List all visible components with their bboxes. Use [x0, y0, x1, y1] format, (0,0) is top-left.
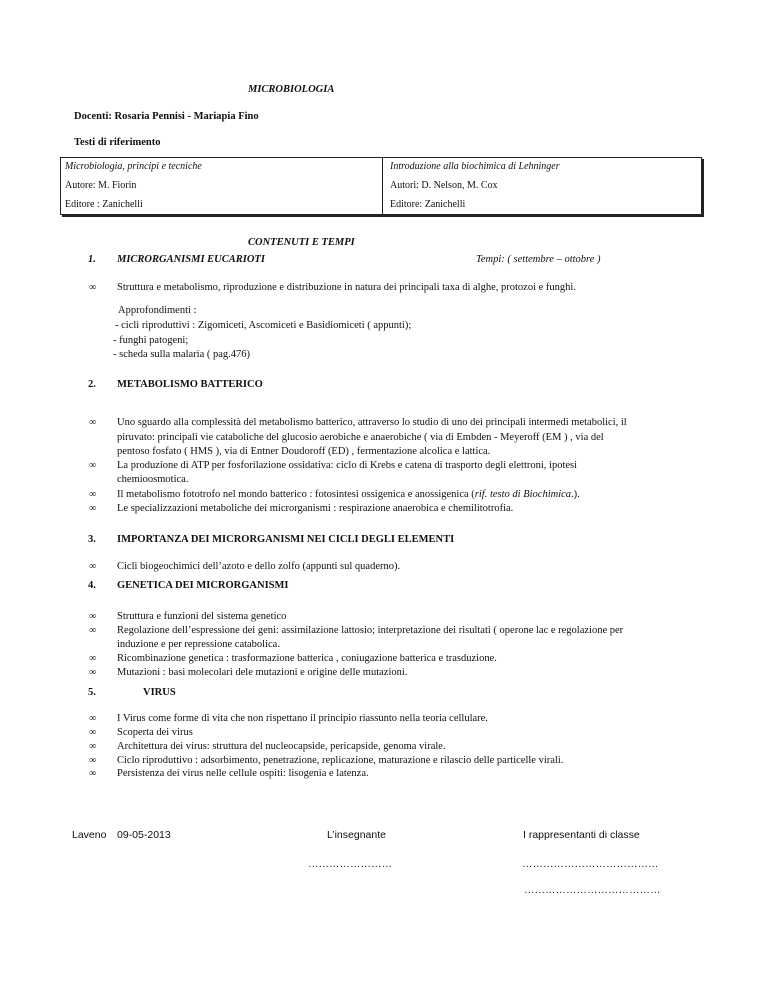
bullet-icon: ∞ [89, 460, 97, 471]
section-4-title: GENETICA DEI MICRORGANISMI [117, 580, 289, 591]
representative-signature-line-1: ………………………………… [522, 858, 659, 870]
section-1-title: MICRORGANISMI EUCARIOTI [117, 254, 265, 265]
footer-date: 09-05-2013 [117, 829, 171, 841]
section-2-number: 2. [88, 379, 96, 390]
teacher-signature-line: …………………… [308, 858, 392, 870]
section-2-line-4: La produzione di ATP per fosforilazione ossidativa: ciclo di Krebs e catena di trasporto degli elettroni, ipotesi [117, 460, 578, 471]
section-2-line-1: Uno sguardo alla complessità del metabolismo batterico, attraverso lo studio di uno dei principali intermedi metabolici, il [117, 417, 627, 428]
section-5-line-4: Ciclo riproduttivo : adsorbimento, penetrazione, replicazione, maturazione e rilascio delle particelle virali. [117, 755, 564, 766]
section-2-line-6-end: .). [571, 489, 580, 500]
section-4-line-2: Regolazione dell’espressione dei geni: assimilazione lattosio; interpretazione dei risultati ( operone lac e regolazione per [117, 625, 624, 636]
bullet-icon: ∞ [89, 489, 97, 500]
bullet-icon: ∞ [89, 561, 97, 572]
document-title: MICROBIOLOGIA [248, 84, 335, 95]
bullet-icon: ∞ [89, 667, 97, 678]
bullet-icon: ∞ [89, 741, 97, 752]
approfondimenti-1: Approfondimenti : [118, 305, 197, 316]
representatives-label: I rappresentanti di classe [523, 829, 640, 841]
section-2-line-2: piruvato: principali vie cataboliche del glucosio aerobiche e anaerobiche ( via di Embden - Meyeroff (EM ) , via del [117, 432, 604, 443]
bullet-icon: ∞ [89, 755, 97, 766]
section-2-line-3: pentoso fosfato ( HMS ), via di Entner Doudoroff (ED) , fermentazione alcolica e lattica. [117, 446, 491, 457]
bullet-icon: ∞ [89, 653, 97, 664]
section-3-number: 3. [88, 534, 96, 545]
section-5-line-5: Persistenza dei virus nelle cellule ospiti: lisogenia e latenza. [117, 768, 369, 779]
section-5-line-3: Architettura dei virus: struttura del nucleocapside, pericapside, genoma virale. [117, 741, 446, 752]
bullet-icon: ∞ [89, 727, 97, 738]
teachers-line: Docenti: Rosaria Pennisi - Mariapia Fino [74, 111, 259, 122]
section-5-line-1: I Virus come forme di vita che non rispettano il principio riassunto nella teoria cellulare. [117, 713, 488, 724]
section-4-line-5: Mutazioni : basi molecolari dele mutazioni e origine delle mutazioni. [117, 667, 408, 678]
bullet-icon: ∞ [89, 713, 97, 724]
section-2-line-5: chemioosmotica. [117, 474, 189, 485]
ref2-publisher: Editore: Zanichelli [390, 199, 466, 210]
section-1-bullet-1: Struttura e metabolismo, riproduzione e distribuzione in natura dei principali taxa di alghe, protozoi e funghi. [117, 282, 576, 293]
ref2-author: Autori: D. Nelson, M. Cox [390, 180, 498, 191]
footer-place: Laveno [72, 829, 107, 841]
section-2-line-6 [117, 489, 580, 500]
ref2-title: Introduzione alla biochimica di Lehninger [390, 161, 560, 172]
section-2-title: METABOLISMO BATTERICO [117, 379, 263, 390]
ref1-author: Autore: M. Fiorin [65, 180, 137, 191]
representative-signature-line-2: ………………………………… [524, 884, 661, 896]
bullet-icon: ∞ [89, 768, 97, 779]
teacher-label: L’insegnante [327, 829, 386, 841]
section-5-number: 5. [88, 687, 96, 698]
section-4-line-3: induzione e per repressione catabolica. [117, 639, 280, 650]
references-label: Testi di riferimento [74, 137, 161, 148]
section-2-line-7: Le specializzazioni metaboliche dei microrganismi : respirazione anaerobica e chemilitotrofia. [117, 503, 514, 514]
approfondimenti-2: - cicli riproduttivi : Zigomiceti, Ascomiceti e Basidiomiceti ( appunti); [115, 320, 412, 331]
approfondimenti-4: - scheda sulla malaria ( pag.476) [113, 349, 251, 360]
section-3-title: IMPORTANZA DEI MICRORGANISMI NEI CICLI DEGLI ELEMENTI [117, 534, 455, 545]
bullet-icon: ∞ [89, 611, 97, 622]
table-divider [382, 158, 383, 214]
bullet-icon: ∞ [89, 625, 97, 636]
references-table [60, 157, 702, 215]
section-5-line-2: Scoperta dei virus [117, 727, 193, 738]
section-3-bullet-1: Cicli biogeochimici dell’azoto e dello zolfo (appunti sul quaderno). [117, 561, 401, 572]
section-4-number: 4. [88, 580, 96, 591]
approfondimenti-3: - funghi patogeni; [113, 335, 189, 346]
contents-title: CONTENUTI E TEMPI [248, 237, 355, 248]
bullet-icon: ∞ [89, 282, 97, 293]
section-1-number: 1. [88, 254, 96, 265]
bullet-icon: ∞ [89, 417, 97, 428]
section-5-title: VIRUS [143, 687, 176, 698]
section-4-line-4: Ricombinazione genetica : trasformazione batterica , coniugazione batterica e trasduzione. [117, 653, 497, 664]
section-2-ref-biochimica: rif. testo di Biochimica [474, 489, 572, 500]
ref1-title: Microbiologia, principi e tecniche [65, 161, 202, 172]
section-2-line-6-text: Il metabolismo fototrofo nel mondo batterico : fotosintesi ossigenica e anossigenica ( [117, 489, 475, 500]
section-1-tempi: Tempi: ( settembre – ottobre ) [476, 254, 601, 265]
ref1-publisher: Editore : Zanichelli [65, 199, 143, 210]
section-4-line-1: Struttura e funzioni del sistema genetico [117, 611, 287, 622]
bullet-icon: ∞ [89, 503, 97, 514]
